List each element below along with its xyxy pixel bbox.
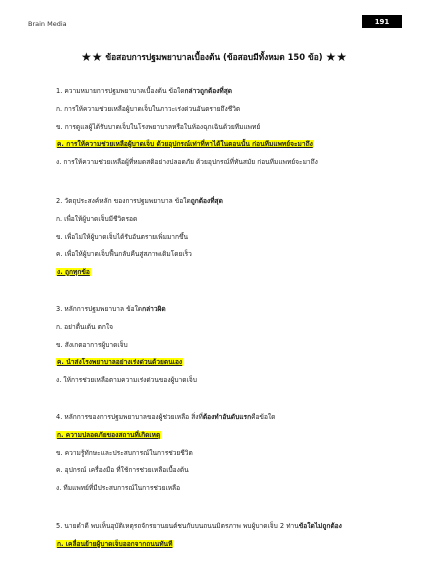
question-5 bbox=[56, 521, 386, 557]
brand-name: Brain Media bbox=[28, 20, 67, 28]
choice[interactable]: ค. เพื่อให้ผู้บาดเจ็บฟื้นกลับคืนสู่สภาพเดิมโดยเร็ว bbox=[56, 250, 192, 258]
question-emphasis: กล่าวถูกต้องที่สุด bbox=[184, 87, 233, 95]
choice[interactable]: ข. สังเกตอาการผู้บาดเจ็บ bbox=[56, 340, 128, 349]
choice[interactable]: ก. อย่าตื่นเต้น ตกใจ bbox=[56, 323, 113, 331]
correct-choice[interactable]: ก. เคลื่อนย้ายผู้บาดเจ็บออกจากถนนทันที bbox=[57, 540, 173, 548]
question-prompt: 4. หลักการของการปฐมพยาบาลของผู้ช่วยเหลือ สิ่งที่ bbox=[56, 413, 203, 421]
question-text bbox=[56, 86, 386, 97]
star-icon-left: ★★ bbox=[80, 50, 103, 64]
choice[interactable]: ง. ทีมแพทย์ที่มีประสบการณ์ในการช่วยเหลือ bbox=[56, 483, 181, 492]
question-emphasis: กล่าวผิด bbox=[142, 305, 166, 313]
choice[interactable]: ข. การดูแลผู้ได้รับบาดเจ็บในโรงพยาบาลหรือในห้องฉุกเฉินด้วยทีมแพทย์ bbox=[56, 122, 261, 131]
choice[interactable]: ง. ให้การช่วยเหลือตามความเร่งด่วนของผู้บาดเจ็บ bbox=[56, 375, 197, 384]
choice[interactable]: ค. อุปกรณ์ เครื่องมือ ที่ใช้การช่วยเหลือเบื้องต้น bbox=[56, 466, 189, 474]
correct-choice[interactable]: ก. ความปลอดภัยของสถานที่เกิดเหตุ bbox=[57, 431, 161, 439]
question-emphasis: ถูกต้องที่สุด bbox=[190, 197, 223, 205]
question-text bbox=[56, 412, 386, 423]
correct-choice[interactable]: ค. นำส่งโรงพยาบาลอย่างเร่งด่วนด้วยตนเอง bbox=[57, 358, 183, 366]
question-emphasis: ข้อใดไม่ถูกต้อง bbox=[298, 522, 342, 530]
question-text bbox=[56, 196, 386, 207]
correct-choice[interactable]: ค. การให้ความช่วยเหลือผู้บาดเจ็บ ด้วยอุปกรณ์เท่าที่หาได้ในตอนนั้น ก่อนทีมแพทย์จะมาถึง bbox=[57, 140, 313, 148]
question-4 bbox=[56, 412, 386, 500]
choice[interactable]: ก. การให้ความช่วยเหลือผู้บาดเจ็บในภาวะเร่งด่วนอันตรายถึงชีวิต bbox=[56, 105, 241, 113]
star-icon-right: ★★ bbox=[325, 50, 348, 64]
question-prompt: 1. ความหมายการปฐมพยาบาลเบื้องต้น ข้อใด bbox=[56, 87, 185, 95]
question-text bbox=[56, 521, 386, 532]
correct-choice[interactable]: ง. ถูกทุกข้อ bbox=[57, 267, 90, 276]
title-text: ข้อสอบการปฐมพยาบาลเบื้องต้น (ข้อสอบมีทั้งหมด 150 ข้อ) bbox=[105, 52, 323, 62]
question-3 bbox=[56, 304, 386, 392]
question-prompt: 3. หลักการปฐมพยาบาล ข้อใด bbox=[56, 305, 143, 313]
page-number-badge: 191 bbox=[362, 15, 402, 28]
question-1 bbox=[56, 86, 386, 174]
question-text bbox=[56, 304, 386, 315]
choice[interactable]: ก. เพื่อให้ผู้บาดเจ็บมีชีวิตรอด bbox=[56, 215, 138, 223]
page-title bbox=[0, 50, 428, 64]
question-prompt: 2. วัตถุประสงค์หลัก ของการปฐมพยาบาล ข้อใด bbox=[56, 197, 191, 205]
question-2 bbox=[56, 196, 386, 284]
choice[interactable]: ข. ความรู้ทักษะและประสบการณ์ในการช่วยชีวิต bbox=[56, 448, 193, 457]
choice[interactable]: ง. การให้ความช่วยเหลือผู้ที่หมดสติอย่างปลอดภัย ด้วยอุปกรณ์ที่ทันสมัย ก่อนทีมแพทย์จะมาถึง bbox=[56, 157, 318, 166]
choice[interactable]: ข. เพื่อไม่ให้ผู้บาดเจ็บได้รับอันตรายเพิ่มมากขึ้น bbox=[56, 232, 189, 241]
question-tail: คือข้อใด bbox=[251, 413, 276, 421]
question-emphasis: ต้องทำอันดับแรก bbox=[202, 413, 252, 421]
question-prompt: 5. นายดำดี พบเห็นอุบัติเหตุรถจักรยานยนต์ชนกับบนถนนมิตรภาพ พบผู้บาดเจ็บ 2 ท่าน bbox=[56, 522, 299, 530]
